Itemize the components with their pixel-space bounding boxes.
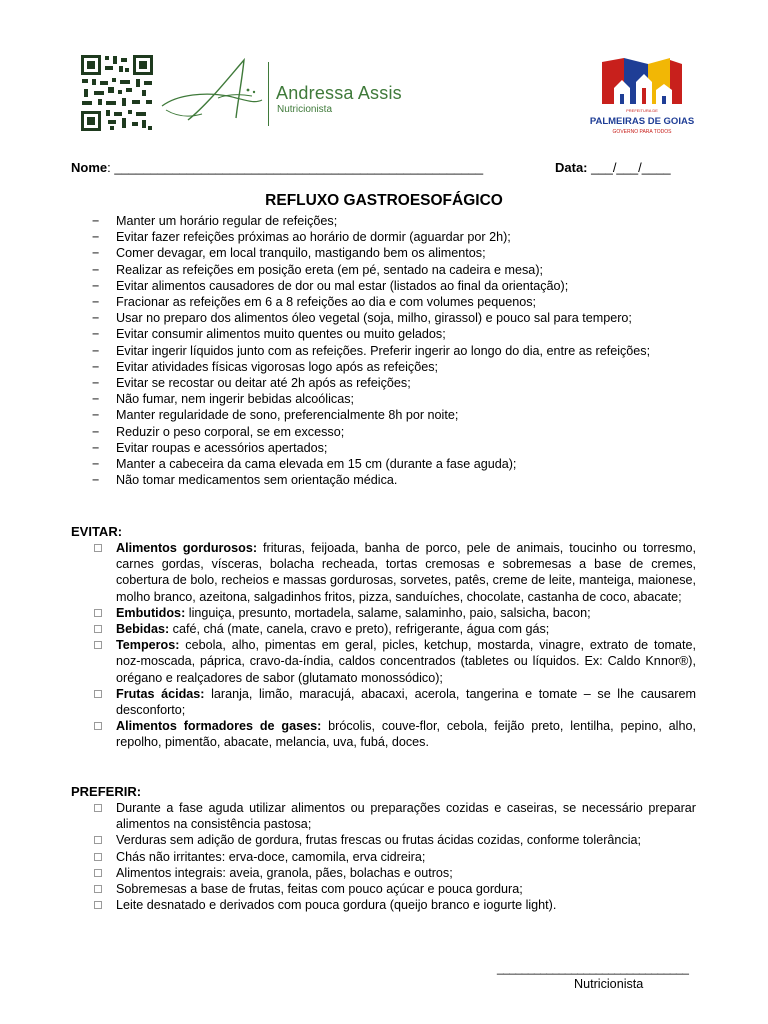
guideline-text: Comer devagar, em local tranquilo, mastigando bem os alimentos; [116,246,486,261]
guideline-text: Fracionar as refeições em 6 a 8 refeições ao dia e com volumes pequenos; [116,295,537,310]
avoid-item-label: Temperos: [116,638,180,653]
signature-monogram [158,54,268,132]
dash-bullet: − [92,262,100,277]
dash-bullet: − [92,311,100,326]
dash-bullet: − [92,230,100,245]
avoid-item-label: Alimentos gordurosos: [116,541,258,555]
guideline-text: Evitar atividades físicas vigorosas logo após as refeições; [116,359,439,374]
checkbox-bullet [94,869,102,877]
dash-bullet: − [92,327,100,342]
guideline-text: Evitar alimentos causadores de dor ou mal estar (listados ao final da orientação); [116,278,569,293]
checkbox-bullet [94,609,102,617]
qr-code [80,54,154,132]
dash-bullet: − [92,408,100,423]
signature-label: Nutricionista [574,977,644,991]
checkbox-bullet [94,885,102,893]
dash-bullet: − [92,295,100,310]
guideline-text: Não fumar, nem ingerir bebidas alcoólicas; [116,392,355,407]
prefer-item [92,832,696,848]
dash-bullet: − [92,457,100,472]
avoid-item-text: laranja, limão, maracujá, abacaxi, acerola, tangerina e tomate – se lhe causarem desconforto; [116,686,696,718]
checkbox-bullet [94,836,102,844]
guideline-item [92,278,696,294]
guideline-text: Evitar se recostar ou deitar até 2h após as refeições; [116,376,411,391]
guideline-text: Evitar ingerir líquidos junto com as refeições. Preferir ingerir ao longo do dia, entre as refeições; [116,343,651,358]
guideline-text: Reduzir o peso corporal, se em excesso; [116,424,345,439]
guideline-text: Realizar as refeições em posição ereta (em pé, sentado na cadeira e mesa); [116,262,544,277]
avoid-item [92,621,696,637]
guideline-text: Usar no preparo dos alimentos óleo vegetal (soja, milho, girassol) e pouco sal para tempero; [116,311,632,326]
signature-line: _______________________________ [497,961,689,975]
guideline-item [92,326,696,342]
prefer-item-text: Chás não irritantes: erva-doce, camomila, erva cidreira; [116,849,426,864]
dash-bullet: − [92,278,100,293]
date-field[interactable] [555,160,671,175]
prefer-heading: PREFERIR: [71,784,142,799]
prefer-item-text: Durante a fase aguda utilizar alimentos ou preparações cozidas e caseiras, se necessário preparar alimentos na consistência pastosa; [116,801,696,832]
avoid-heading: EVITAR: [71,524,123,539]
guideline-text: Manter regularidade de sono, preferencialmente 8h por noite; [116,408,459,423]
guideline-item [92,213,696,229]
guideline-item [92,440,696,456]
checkbox-bullet [94,641,102,649]
city-logo-line1: PREFEITURA DE [626,108,658,113]
avoid-item-label: Frutas ácidas: [116,686,205,701]
dash-bullet: − [92,424,100,439]
guidelines-list [92,213,696,488]
date-label: Data: [555,160,588,175]
guideline-item [92,472,696,488]
city-hall-logo [589,54,695,138]
city-logo-name: PALMEIRAS DE GOIAS [589,116,695,127]
avoid-item-text: cebola, alho, pimentas em geral, picles, ketchup, mostarda, vinagre, extrato de tomate, noz-moscada, páprica, cravo-da-índia, caldos concentrados (tabletes ou líquidos. Ex: Caldo Knnor®), orégano e realçadores de sabor (glutamato monossódico); [116,638,696,685]
checkbox-bullet [94,544,102,552]
guideline-text: Manter um horário regular de refeições; [116,214,338,228]
avoid-item [92,540,696,605]
dash-bullet: − [92,343,100,358]
brand-divider [268,62,269,126]
avoid-item-text: café, chá (mate, canela, cravo e preto), refrigerante, água com gás; [169,622,550,637]
dash-bullet: − [92,359,100,374]
avoid-item-text: linguiça, presunto, mortadela, salame, salaminho, paio, salsicha, bacon; [185,605,591,620]
avoid-item-label: Alimentos formadores de gases: [116,719,322,734]
dash-bullet: − [92,376,100,391]
brand-name: Andressa Assis [276,83,402,103]
avoid-item [92,637,696,686]
guideline-text: Evitar consumir alimentos muito quentes ou muito gelados; [116,327,446,342]
avoid-item [92,718,696,750]
checkbox-bullet [94,901,102,909]
guideline-text: Manter a cabeceira da cama elevada em 15 cm (durante a fase aguda); [116,457,517,472]
guideline-item [92,343,696,359]
avoid-item [92,605,696,621]
guideline-item [92,262,696,278]
avoid-item-label: Bebidas: [116,622,170,637]
prefer-item-text: Sobremesas a base de frutas, feitas com pouco açúcar e pouca gordura; [116,882,523,897]
dash-bullet: − [92,246,100,261]
avoid-item-text: brócolis, couve-flor, cebola, feijão preto, lentilha, pepino, alho, repolho, pimentão, abacate, melancia, uva, fubá, doces. [116,719,696,750]
avoid-list [92,540,696,751]
guideline-text: Não tomar medicamentos sem orientação médica. [116,473,398,488]
name-field[interactable] [71,160,483,175]
date-blank[interactable]: ___/___/____ [587,160,671,175]
prefer-list [92,800,696,913]
prefer-item-text: Leite desnatado e derivados com pouca gordura (queijo branco e iogurte light). [116,898,557,913]
checkbox-bullet [94,722,102,730]
dash-bullet: − [92,473,100,488]
dash-bullet: − [92,440,100,455]
name-label: Nome [71,160,108,175]
prefer-item-text: Verduras sem adição de gordura, frutas frescas ou frutas ácidas cozidas, conforme tolerância; [116,833,642,848]
prefer-item-text: Alimentos integrais: aveia, granola, pães, bolachas e outros; [116,865,453,880]
city-logo-tagline: GOVERNO PARA TODOS [612,129,672,135]
page-title: REFLUXO GASTROESOFÁGICO [265,192,503,209]
prefer-item [92,865,696,881]
checkbox-bullet [94,804,102,812]
guideline-item [92,229,696,245]
guideline-item [92,424,696,440]
dash-bullet: − [92,392,100,407]
prefer-item [92,800,696,832]
checkbox-bullet [94,853,102,861]
dash-bullet: − [92,214,100,228]
guideline-text: Evitar fazer refeições próximas ao horário de dormir (aguardar por 2h); [116,230,511,245]
avoid-item [92,686,696,718]
guideline-item [92,407,696,423]
prefer-item [92,849,696,865]
guideline-item [92,245,696,261]
name-blank[interactable]: : ___________________________________________________ [107,160,484,175]
avoid-item-text: frituras, feijoada, banha de porco, pele de animais, toucinho ou torresmo, carnes gordas, vísceras, bolacha recheada, tortas cremosas e sobremesas a base de cremes, cobertura de bolo, recheios e massas gordurosas, sorvetes, patês, creme de leite, manteiga, maionese, molho branco, azeitona, salgadinhos fritos, pizza, sanduíches, chocolate, castanha de coco, abacate; [116,541,696,604]
guideline-item [92,294,696,310]
checkbox-bullet [94,625,102,633]
guideline-item [92,391,696,407]
checkbox-bullet [94,690,102,698]
guideline-item [92,310,696,326]
guideline-text: Evitar roupas e acessórios apertados; [116,440,328,455]
prefer-item [92,897,696,913]
brand-subtitle: Nutricionista [277,104,333,115]
guideline-item [92,359,696,375]
avoid-item-label: Embutidos: [116,605,186,620]
guideline-item [92,375,696,391]
prefer-item [92,881,696,897]
guideline-item [92,456,696,472]
